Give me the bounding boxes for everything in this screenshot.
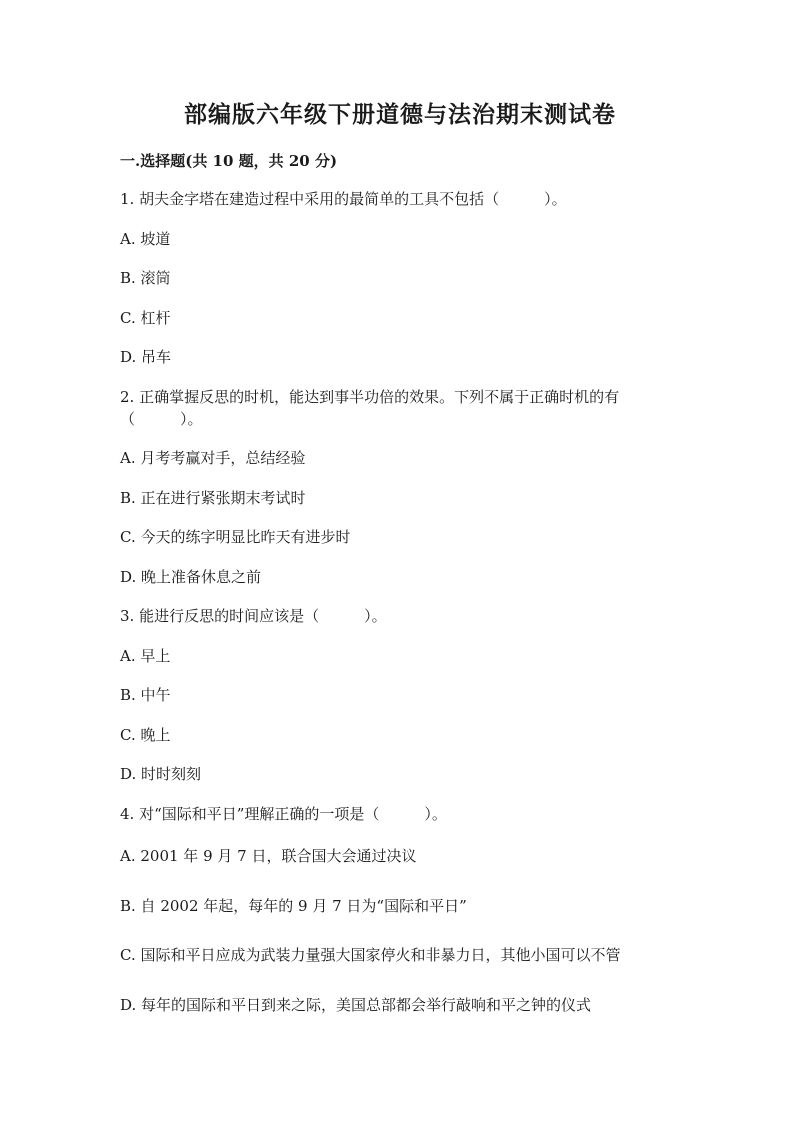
question-3-stem: 3. 能进行反思的时间应该是（ ）。	[120, 607, 387, 625]
question-1-option-a: A. 坡道	[120, 230, 171, 248]
question-3-option-b: B. 中午	[120, 686, 171, 704]
question-2-stem-line2: （ ）。	[120, 410, 203, 428]
question-2-option-d: D. 晚上准备休息之前	[120, 568, 262, 586]
question-2-stem-line1: 2. 正确掌握反思的时机，能达到事半功倍的效果。下列不属于正确时机的有	[120, 388, 620, 406]
question-1-option-d: D. 吊车	[120, 348, 172, 366]
question-1-option-b: B. 滚筒	[120, 269, 171, 287]
section-heading: 一.选择题(共 10 题，共 20 分)	[120, 152, 338, 170]
question-3-option-c: C. 晚上	[120, 726, 171, 744]
question-1-stem: 1. 胡夫金字塔在建造过程中采用的最简单的工具不包括（ ）。	[120, 190, 567, 208]
question-2-option-a: A. 月考考赢对手，总结经验	[120, 449, 306, 467]
question-2-option-c: C. 今天的练字明显比昨天有进步时	[120, 528, 351, 546]
question-3-option-d: D. 时时刻刻	[120, 765, 202, 783]
question-2-option-b: B. 正在进行紧张期末考试时	[120, 489, 306, 507]
question-4-option-c: C. 国际和平日应成为武装力量强大国家停火和非暴力日，其他小国可以不管	[120, 946, 621, 964]
question-4-option-a: A. 2001 年 9 月 7 日，联合国大会通过决议	[120, 847, 417, 865]
question-4-option-d: D. 每年的国际和平日到来之际，美国总部都会举行敲响和平之钟的仪式	[120, 996, 592, 1014]
question-4-stem: 4. 对“国际和平日”理解正确的一项是（ ）。	[120, 805, 447, 823]
question-1-option-c: C. 杠杆	[120, 309, 171, 327]
question-3-option-a: A. 早上	[120, 647, 171, 665]
document-title: 部编版六年级下册道德与法治期末测试卷	[184, 101, 616, 128]
question-4-option-b: B. 自 2002 年起，每年的 9 月 7 日为“国际和平日”	[120, 897, 467, 915]
